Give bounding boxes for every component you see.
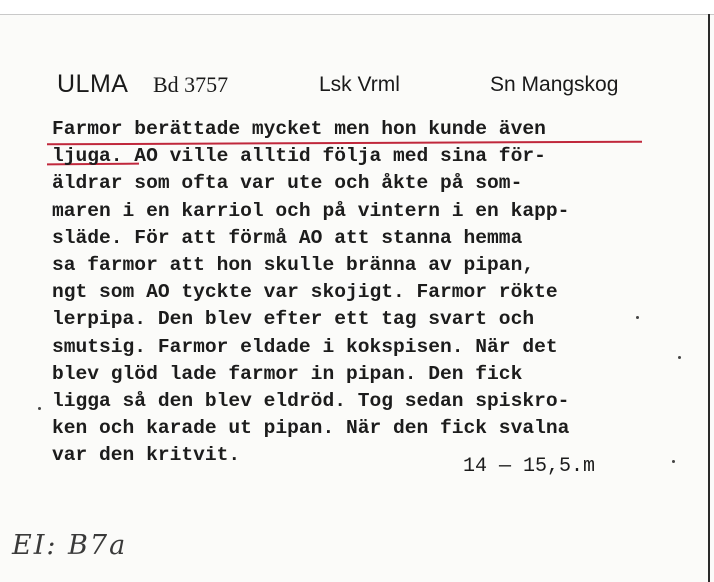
text-line: släde. För att förmå AO att stanna hemma [52, 226, 523, 249]
socken-field: Sn Mangskog [490, 73, 619, 96]
card-top-edge [0, 0, 714, 15]
text-line: maren i en karriol och på vintern i en kapp- [52, 199, 570, 222]
date-note: 14 — 15,5.m [463, 455, 596, 478]
reference-number: Bd 3757 [153, 72, 229, 97]
text-line: sa farmor att hon skulle bränna av pipan, [52, 253, 535, 276]
typed-record-text [52, 116, 692, 469]
speck [38, 407, 41, 410]
archive-name: ULMA [57, 70, 129, 98]
text-line: smutsig. Farmor eldade i kokspisen. När det [52, 335, 558, 358]
landskap-field: Lsk Vrml [319, 73, 400, 96]
text-line: ligga så den blev eldröd. Tog sedan spiskro- [52, 389, 570, 412]
handwritten-shelf-mark: EI: B7a [12, 530, 128, 561]
text-line: äldrar som ofta var ute och åkte på som- [52, 172, 523, 195]
text-line: ken och karade ut pipan. När den fick svalna [52, 417, 570, 440]
speck [678, 356, 681, 359]
text-line: var den kritvit. [52, 444, 241, 467]
text-line: ngt som AO tyckte var skojigt. Farmor rökte [52, 281, 558, 304]
text-line: ljuga. AO ville alltid följa med sina för- [52, 145, 546, 168]
text-line: Farmor berättade mycket men hon kunde även [52, 118, 546, 140]
text-line: blev glöd lade farmor in pipan. Den fick [52, 362, 523, 385]
speck [636, 316, 639, 319]
speck [672, 460, 675, 463]
card-right-edge [708, 14, 710, 582]
card-header [57, 70, 657, 104]
text-line: lerpipa. Den blev efter ett tag svart och [52, 308, 535, 331]
